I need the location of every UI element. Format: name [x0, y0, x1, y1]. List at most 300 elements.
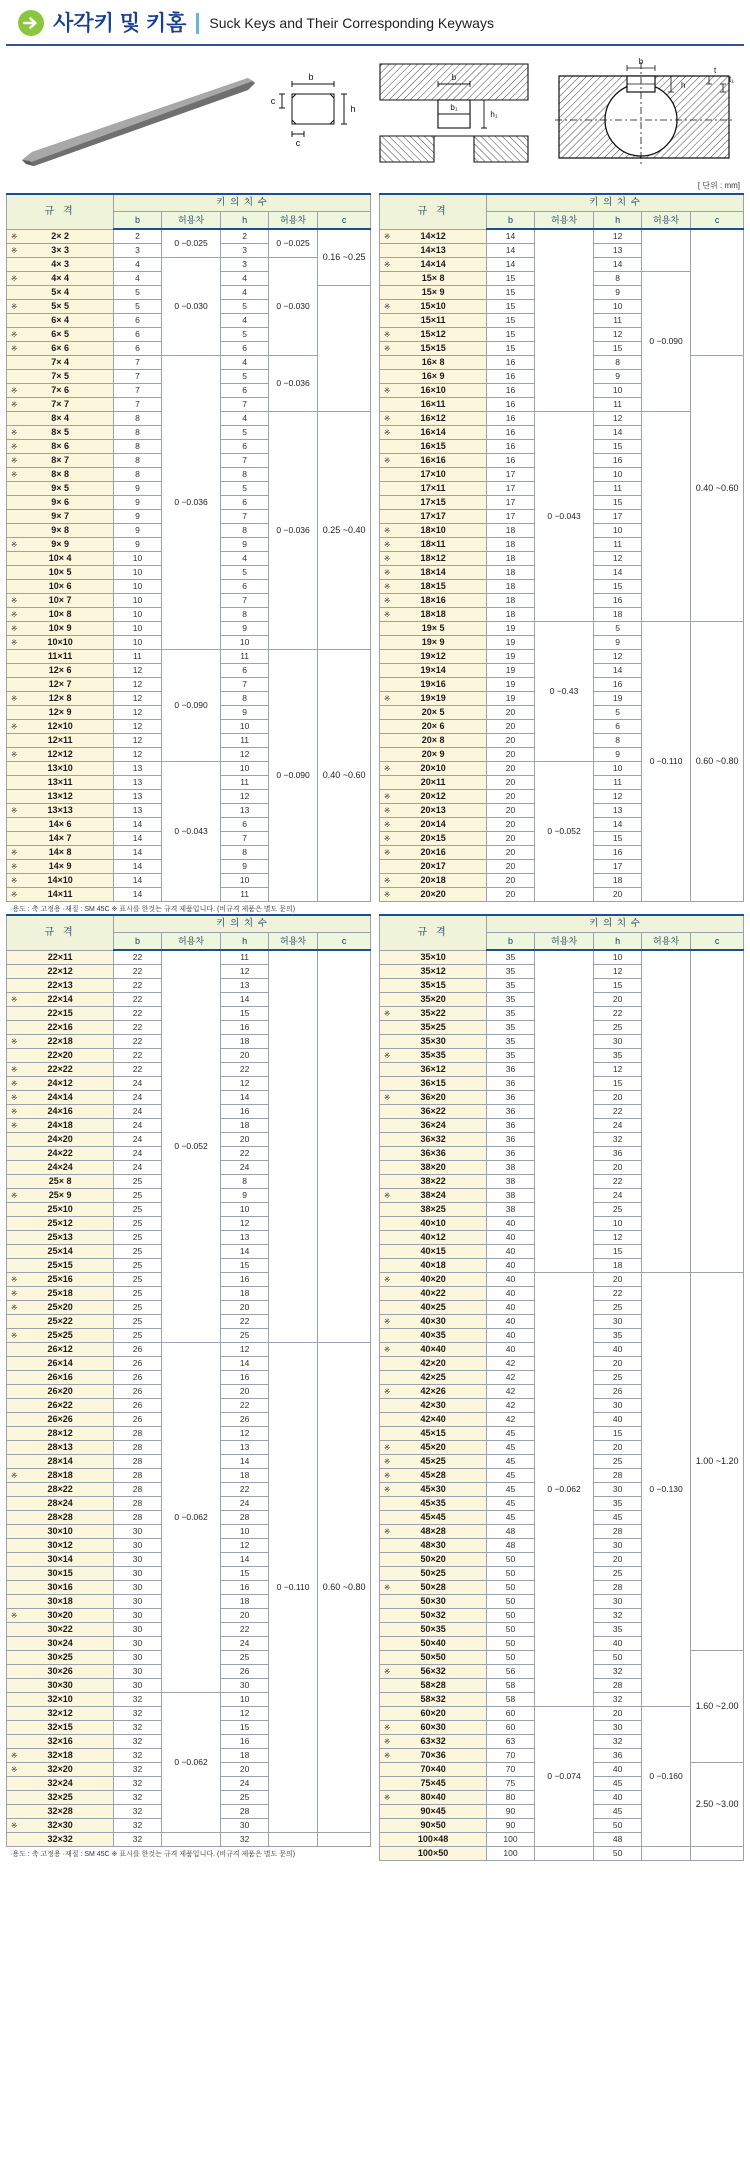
cell-spec: 50×35 — [380, 1623, 487, 1637]
cell-h: 20 — [594, 1357, 642, 1371]
cell-b: 28 — [114, 1455, 162, 1469]
cell-h: 45 — [594, 1511, 642, 1525]
cell-spec: 10× 4 — [7, 552, 114, 566]
cell-b: 40 — [487, 1343, 535, 1357]
cell-spec: ※ 8× 8 — [7, 468, 114, 482]
cell-spec: 22×20 — [7, 1049, 114, 1063]
cell-tolerance-b: 0 −0.062 — [161, 1693, 221, 1833]
table-body-4 — [380, 950, 744, 1861]
standard-mark-icon: ※ — [11, 400, 18, 409]
cell-spec: 9× 6 — [7, 496, 114, 510]
cell-h: 35 — [594, 1049, 642, 1063]
cell-h: 25 — [221, 1791, 269, 1805]
cell-h: 14 — [594, 566, 642, 580]
standard-mark-icon: ※ — [11, 1331, 18, 1340]
cell-b: 18 — [487, 580, 535, 594]
cell-b: 9 — [114, 482, 162, 496]
cell-b: 40 — [487, 1301, 535, 1315]
cell-spec: 19×14 — [380, 664, 487, 678]
cell-h: 6 — [221, 818, 269, 832]
cell-spec: 26×20 — [7, 1385, 114, 1399]
header-tol-h: 허용차 — [268, 212, 317, 230]
cell-b: 45 — [487, 1455, 535, 1469]
cell-spec: 12× 7 — [7, 678, 114, 692]
cell-b: 12 — [114, 720, 162, 734]
key-dimension-figure — [264, 68, 364, 163]
cell-spec: ※ 18×16 — [380, 594, 487, 608]
cell-h: 4 — [221, 272, 269, 286]
standard-mark-icon: ※ — [384, 526, 391, 535]
standard-mark-icon: ※ — [11, 1751, 18, 1760]
cell-b: 16 — [487, 426, 535, 440]
cell-spec: 40×25 — [380, 1301, 487, 1315]
cell-h: 18 — [221, 1035, 269, 1049]
cell-b: 25 — [114, 1259, 162, 1273]
cell-b: 15 — [487, 300, 535, 314]
cell-spec: 26×22 — [7, 1399, 114, 1413]
standard-mark-icon: ※ — [11, 1275, 18, 1284]
cell-h: 6 — [221, 580, 269, 594]
cell-spec: 9× 5 — [7, 482, 114, 496]
cell-b: 12 — [114, 678, 162, 692]
cell-tolerance-b: 0 −0.43 — [534, 622, 594, 762]
standard-mark-icon: ※ — [11, 344, 18, 353]
cell-h: 20 — [594, 1553, 642, 1567]
header-tol-b: 허용차 — [534, 212, 594, 230]
cell-h: 7 — [221, 832, 269, 846]
cell-b: 7 — [114, 370, 162, 384]
cell-h: 16 — [221, 1021, 269, 1035]
cell-h: 13 — [221, 804, 269, 818]
cell-spec: ※ 70×36 — [380, 1749, 487, 1763]
cell-tolerance-h: 0 −0.110 — [641, 622, 690, 902]
cell-h: 22 — [221, 1147, 269, 1161]
cell-h: 24 — [221, 1637, 269, 1651]
cell-spec: 36×12 — [380, 1063, 487, 1077]
cell-b: 25 — [114, 1203, 162, 1217]
standard-mark-icon: ※ — [11, 1093, 18, 1102]
cell-h: 9 — [221, 860, 269, 874]
cell-b: 20 — [487, 874, 535, 888]
header-group: 키 의 치 수 — [114, 915, 371, 933]
cell-h: 25 — [594, 1301, 642, 1315]
cell-b: 32 — [114, 1791, 162, 1805]
cell-h: 12 — [594, 965, 642, 979]
cell-h: 10 — [221, 1693, 269, 1707]
cell-spec: 5× 4 — [7, 286, 114, 300]
cell-spec: ※ 35×22 — [380, 1007, 487, 1021]
cell-h: 8 — [594, 272, 642, 286]
cell-spec: 50×20 — [380, 1553, 487, 1567]
cell-b: 48 — [487, 1539, 535, 1553]
cell-h: 12 — [221, 1427, 269, 1441]
cell-h: 22 — [221, 1623, 269, 1637]
cell-spec: 48×30 — [380, 1539, 487, 1553]
cell-b: 35 — [487, 1007, 535, 1021]
cell-spec: 90×50 — [380, 1819, 487, 1833]
standard-mark-icon: ※ — [384, 414, 391, 423]
table-row — [7, 950, 371, 965]
cell-h: 22 — [594, 1175, 642, 1189]
table-block-3 — [6, 914, 371, 1861]
table-body-1 — [7, 229, 371, 902]
standard-mark-icon: ※ — [11, 456, 18, 465]
cell-b: 36 — [487, 1077, 535, 1091]
cell-h: 4 — [221, 552, 269, 566]
cell-b: 32 — [114, 1777, 162, 1791]
cell-spec: 28×24 — [7, 1497, 114, 1511]
cell-h: 32 — [594, 1665, 642, 1679]
cell-b: 22 — [114, 979, 162, 993]
cell-spec: 20×11 — [380, 776, 487, 790]
cell-h: 12 — [594, 650, 642, 664]
cell-c: 0.60 ~0.80 — [691, 622, 744, 902]
cell-c — [691, 950, 744, 1273]
cell-b: 50 — [487, 1609, 535, 1623]
standard-mark-icon: ※ — [11, 386, 18, 395]
standard-mark-icon: ※ — [11, 428, 18, 437]
cell-b: 32 — [114, 1721, 162, 1735]
cell-spec: ※ 35×35 — [380, 1049, 487, 1063]
cell-b: 42 — [487, 1399, 535, 1413]
standard-mark-icon: ※ — [384, 1345, 391, 1354]
cell-b: 36 — [487, 1133, 535, 1147]
cell-b: 45 — [487, 1427, 535, 1441]
cell-b: 58 — [487, 1693, 535, 1707]
header-tol-b: 허용차 — [534, 933, 594, 951]
cell-h: 9 — [221, 1189, 269, 1203]
cell-h: 28 — [594, 1679, 642, 1693]
spec-table-3 — [6, 914, 371, 1847]
cell-spec: 36×22 — [380, 1105, 487, 1119]
cell-spec: ※ 4× 4 — [7, 272, 114, 286]
table-row — [380, 1707, 744, 1721]
cell-b: 15 — [487, 342, 535, 356]
cell-b: 10 — [114, 580, 162, 594]
cell-b: 13 — [114, 790, 162, 804]
cell-b: 26 — [114, 1413, 162, 1427]
cell-spec: 50×50 — [380, 1651, 487, 1665]
cell-h: 13 — [594, 244, 642, 258]
cell-b: 10 — [114, 552, 162, 566]
cell-b: 5 — [114, 300, 162, 314]
cell-spec: 17×17 — [380, 510, 487, 524]
cell-h: 24 — [594, 1189, 642, 1203]
cell-b: 35 — [487, 1035, 535, 1049]
cell-spec: 22×11 — [7, 950, 114, 965]
cell-b: 15 — [487, 272, 535, 286]
table-row — [7, 356, 371, 370]
standard-mark-icon: ※ — [11, 442, 18, 451]
cell-spec: 40×22 — [380, 1287, 487, 1301]
keyway-section-figure — [374, 58, 534, 168]
cell-h: 30 — [594, 1539, 642, 1553]
cell-h: 10 — [594, 524, 642, 538]
cell-spec: 19×16 — [380, 678, 487, 692]
cell-spec: 30×14 — [7, 1553, 114, 1567]
cell-h: 28 — [594, 1469, 642, 1483]
cell-h: 15 — [221, 1259, 269, 1273]
header-b: b — [114, 212, 162, 230]
cell-b: 25 — [114, 1315, 162, 1329]
standard-mark-icon: ※ — [384, 596, 391, 605]
cell-spec: 25×22 — [7, 1315, 114, 1329]
cell-h: 15 — [221, 1007, 269, 1021]
cell-b: 14 — [114, 860, 162, 874]
cell-h: 45 — [594, 1777, 642, 1791]
cell-c: 1.00 ~1.20 — [691, 1273, 744, 1651]
cell-spec: ※ 20×13 — [380, 804, 487, 818]
cell-tolerance-b: 0 −0.062 — [161, 1343, 221, 1693]
cell-b: 18 — [487, 524, 535, 538]
table-row — [380, 229, 744, 244]
cell-b: 40 — [487, 1231, 535, 1245]
cell-h: 12 — [221, 1539, 269, 1553]
cell-c — [318, 1833, 371, 1847]
standard-mark-icon: ※ — [11, 890, 18, 899]
cell-h: 16 — [594, 846, 642, 860]
cell-b: 42 — [487, 1371, 535, 1385]
cell-h: 11 — [594, 538, 642, 552]
cell-h: 20 — [594, 1273, 642, 1287]
cell-h: 10 — [221, 762, 269, 776]
cell-spec: 25×10 — [7, 1203, 114, 1217]
cell-h: 10 — [221, 636, 269, 650]
cell-b: 30 — [114, 1651, 162, 1665]
cell-h: 11 — [221, 888, 269, 902]
cell-h: 22 — [594, 1287, 642, 1301]
cell-h: 30 — [221, 1819, 269, 1833]
cell-h: 8 — [221, 1175, 269, 1189]
cell-h: 32 — [594, 1693, 642, 1707]
standard-mark-icon: ※ — [11, 750, 18, 759]
cell-h: 7 — [221, 594, 269, 608]
cell-b: 100 — [487, 1847, 535, 1861]
header-c: c — [318, 933, 371, 951]
cell-h: 15 — [594, 1427, 642, 1441]
page-title-en: Suck Keys and Their Corresponding Keyways — [209, 15, 494, 31]
cell-h: 10 — [594, 762, 642, 776]
cell-h: 18 — [221, 1595, 269, 1609]
standard-mark-icon: ※ — [384, 260, 391, 269]
cell-h: 20 — [221, 1133, 269, 1147]
cell-spec: 36×32 — [380, 1133, 487, 1147]
standard-mark-icon: ※ — [384, 890, 391, 899]
cell-b: 24 — [114, 1119, 162, 1133]
cell-b: 8 — [114, 454, 162, 468]
cell-h: 8 — [221, 468, 269, 482]
header-b: b — [114, 933, 162, 951]
cell-h: 22 — [221, 1315, 269, 1329]
cell-h: 13 — [221, 1231, 269, 1245]
cell-h: 11 — [594, 314, 642, 328]
cell-b: 22 — [114, 1063, 162, 1077]
cell-b: 20 — [487, 790, 535, 804]
cell-h: 13 — [221, 1441, 269, 1455]
cell-c: 0.40 ~0.60 — [318, 650, 371, 902]
cell-spec: 22×16 — [7, 1021, 114, 1035]
cell-spec: 13×10 — [7, 762, 114, 776]
cell-h: 20 — [594, 1091, 642, 1105]
cell-spec: 75×45 — [380, 1777, 487, 1791]
cell-tolerance-h: 0 −0.130 — [641, 1273, 690, 1707]
cell-h: 18 — [594, 874, 642, 888]
cell-b: 28 — [114, 1511, 162, 1525]
cell-b: 20 — [487, 804, 535, 818]
cell-h: 11 — [594, 482, 642, 496]
standard-mark-icon: ※ — [384, 764, 391, 773]
cell-spec: 17×15 — [380, 496, 487, 510]
cell-h: 10 — [594, 300, 642, 314]
cell-spec: ※ 9× 9 — [7, 538, 114, 552]
cell-spec: 15×11 — [380, 314, 487, 328]
cell-spec: 11×11 — [7, 650, 114, 664]
cell-b: 11 — [114, 650, 162, 664]
cell-h: 8 — [594, 734, 642, 748]
standard-mark-icon: ※ — [384, 1457, 391, 1466]
cell-b: 60 — [487, 1721, 535, 1735]
cell-tolerance-b — [534, 1847, 594, 1861]
cell-spec: ※ 48×28 — [380, 1525, 487, 1539]
cell-h: 18 — [221, 1119, 269, 1133]
standard-mark-icon: ※ — [384, 231, 391, 241]
cell-b: 20 — [487, 832, 535, 846]
cell-spec: 45×15 — [380, 1427, 487, 1441]
cell-spec: 50×30 — [380, 1595, 487, 1609]
cell-h: 15 — [594, 832, 642, 846]
cell-spec: 38×20 — [380, 1161, 487, 1175]
cell-h: 10 — [594, 384, 642, 398]
cell-b: 28 — [114, 1427, 162, 1441]
cell-b: 16 — [487, 440, 535, 454]
cell-spec: 90×45 — [380, 1805, 487, 1819]
cell-spec: ※ 14× 9 — [7, 860, 114, 874]
cell-b: 30 — [114, 1665, 162, 1679]
header-tol-h: 허용차 — [641, 933, 690, 951]
cell-spec: ※ 6× 6 — [7, 342, 114, 356]
cell-h: 10 — [221, 1203, 269, 1217]
cell-tolerance-h — [641, 950, 690, 1273]
cell-spec: 25×13 — [7, 1231, 114, 1245]
standard-mark-icon: ※ — [11, 596, 18, 605]
tables-grid — [6, 193, 744, 1861]
cell-spec: 32×16 — [7, 1735, 114, 1749]
cell-h: 48 — [594, 1833, 642, 1847]
cell-h: 14 — [221, 1553, 269, 1567]
cell-b: 13 — [114, 804, 162, 818]
cell-h: 5 — [221, 370, 269, 384]
cell-b: 32 — [114, 1833, 162, 1847]
cell-h: 6 — [221, 440, 269, 454]
cell-spec: 45×35 — [380, 1497, 487, 1511]
cell-b: 22 — [114, 1021, 162, 1035]
cell-h: 6 — [594, 720, 642, 734]
cell-spec: ※ 22×22 — [7, 1063, 114, 1077]
standard-mark-icon: ※ — [384, 554, 391, 563]
cell-b: 25 — [114, 1217, 162, 1231]
cell-spec: ※ 30×20 — [7, 1609, 114, 1623]
standard-mark-icon: ※ — [11, 1079, 18, 1088]
cell-h: 50 — [594, 1819, 642, 1833]
cell-tolerance-h: 0 −0.036 — [268, 412, 317, 650]
svg-text:h: h — [350, 104, 356, 114]
cell-tolerance-b: 0 −0.030 — [161, 258, 221, 356]
cell-b: 16 — [487, 370, 535, 384]
cell-spec: 17×11 — [380, 482, 487, 496]
cell-spec: 32×32 — [7, 1833, 114, 1847]
cell-b: 90 — [487, 1819, 535, 1833]
cell-h: 5 — [221, 328, 269, 342]
cell-spec: ※ 24×14 — [7, 1091, 114, 1105]
cell-h: 14 — [221, 1455, 269, 1469]
cell-spec: 32×25 — [7, 1791, 114, 1805]
cell-spec: ※ 7× 7 — [7, 398, 114, 412]
cell-h: 24 — [221, 1497, 269, 1511]
cell-h: 8 — [221, 524, 269, 538]
cell-spec: 12× 9 — [7, 706, 114, 720]
cell-b: 4 — [114, 272, 162, 286]
cell-h: 5 — [221, 300, 269, 314]
standard-mark-icon: ※ — [384, 428, 391, 437]
standard-mark-icon: ※ — [384, 876, 391, 885]
svg-text:c: c — [270, 96, 276, 106]
cell-h: 40 — [594, 1791, 642, 1805]
cell-h: 6 — [221, 384, 269, 398]
cell-b: 22 — [114, 965, 162, 979]
cell-spec: 22×15 — [7, 1007, 114, 1021]
cell-b: 15 — [487, 286, 535, 300]
cell-spec: 50×32 — [380, 1609, 487, 1623]
cell-spec: 30×30 — [7, 1679, 114, 1693]
cell-tolerance-b: 0 −0.062 — [534, 1273, 594, 1707]
header-tol-h: 허용차 — [268, 933, 317, 951]
cell-h: 35 — [594, 1623, 642, 1637]
header-h: h — [594, 933, 642, 951]
cell-h: 15 — [221, 1567, 269, 1581]
table-row — [380, 950, 744, 965]
cell-spec: ※ 45×25 — [380, 1455, 487, 1469]
cell-b: 30 — [114, 1679, 162, 1693]
cell-spec: 28×28 — [7, 1511, 114, 1525]
cell-spec: ※ 40×30 — [380, 1315, 487, 1329]
cell-h: 30 — [594, 1721, 642, 1735]
cell-h: 28 — [594, 1525, 642, 1539]
cell-b: 22 — [114, 1049, 162, 1063]
cell-tolerance-h: 0 −0.025 — [268, 229, 317, 258]
cell-b: 8 — [114, 440, 162, 454]
cell-spec: 26×26 — [7, 1413, 114, 1427]
cell-spec: 30×16 — [7, 1581, 114, 1595]
cell-h: 24 — [594, 1119, 642, 1133]
cell-b: 20 — [487, 706, 535, 720]
cell-spec: 19× 5 — [380, 622, 487, 636]
cell-spec: 40×10 — [380, 1217, 487, 1231]
cell-spec: 24×22 — [7, 1147, 114, 1161]
cell-h: 32 — [594, 1609, 642, 1623]
cell-h: 25 — [594, 1021, 642, 1035]
cell-h: 40 — [594, 1763, 642, 1777]
cell-b: 25 — [114, 1273, 162, 1287]
cell-h: 25 — [221, 1329, 269, 1343]
cell-h: 12 — [594, 552, 642, 566]
cell-spec: 36×15 — [380, 1077, 487, 1091]
cell-tolerance-h: 0 −0.036 — [268, 356, 317, 412]
cell-h: 28 — [594, 1581, 642, 1595]
cell-b: 35 — [487, 979, 535, 993]
cell-b: 40 — [487, 1245, 535, 1259]
cell-b: 40 — [487, 1287, 535, 1301]
cell-b: 10 — [114, 608, 162, 622]
